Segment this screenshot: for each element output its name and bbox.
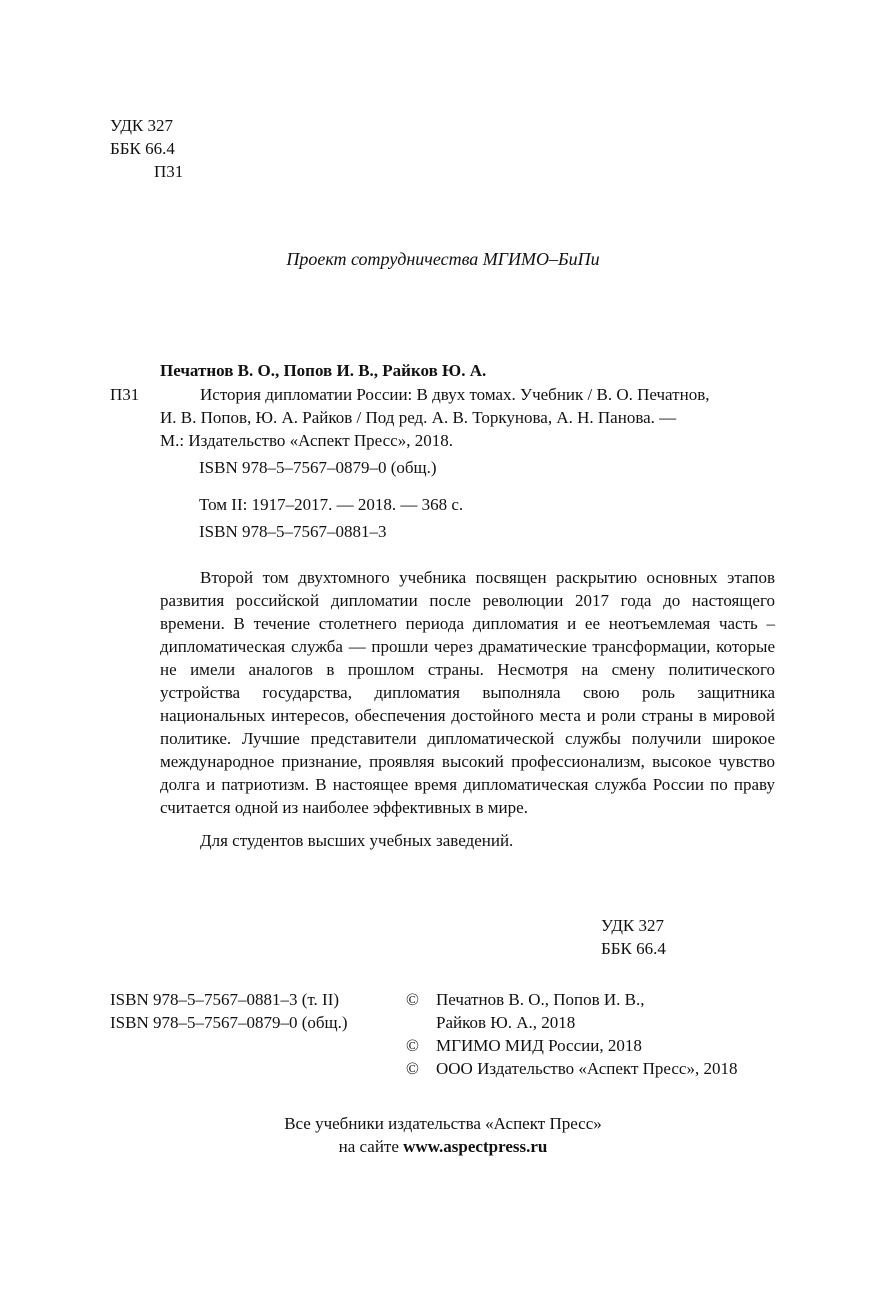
- catalog-isbn-volume: ISBN 978–5–7567–0881–3: [199, 522, 387, 541]
- catalog-description-line: И. В. Попов, Ю. А. Райков / Под ред. А. В. Торкунова, А. Н. Панова. —: [160, 408, 677, 427]
- catalog-description-line: История дипломатии России: В двух томах. Учебник / В. О. Печатнов,: [200, 385, 710, 404]
- annotation-audience: Для студентов высших учебных заведений.: [200, 831, 514, 850]
- udk-code: УДК 327: [110, 116, 174, 135]
- footer-line-2: [0, 1135, 886, 1158]
- footer-line-1: Все учебники издательства «Аспект Пресс»: [284, 1114, 602, 1133]
- bbk-code-bottom: ББК 66.4: [601, 939, 666, 958]
- classification-bottom: [601, 914, 666, 960]
- copyright-mgimo-text: МГИМО МИД России, 2018: [436, 1036, 642, 1055]
- copyright-mgimo: [406, 1034, 737, 1057]
- footer: [0, 1112, 886, 1158]
- catalog-volume-info: Том II: 1917–2017. — 2018. — 368 с.: [199, 495, 464, 514]
- copyright-authors-text-2: Райков Ю. А., 2018: [436, 1013, 576, 1032]
- catalog-description-line: М.: Издательство «Аспект Пресс», 2018.: [160, 431, 453, 450]
- copyright-publisher: [406, 1057, 737, 1080]
- catalog-author-sign: П31: [110, 385, 140, 404]
- catalog-authors: Печатнов В. О., Попов И. В., Райков Ю. А.: [160, 361, 487, 380]
- copyright-authors: [406, 988, 737, 1011]
- copyright-block: [406, 988, 737, 1080]
- catalog-isbn-common: ISBN 978–5–7567–0879–0 (общ.): [199, 458, 437, 477]
- copyright-authors-continued: [406, 1011, 737, 1034]
- project-note: Проект сотрудничества МГИМО–БиПи: [286, 249, 600, 269]
- copyright-publisher-text: ООО Издательство «Аспект Пресс», 2018: [436, 1059, 738, 1078]
- website-link[interactable]: www.aspectpress.ru: [403, 1137, 548, 1156]
- udk-code-bottom: УДК 327: [601, 916, 665, 935]
- copyright-icon: ©: [406, 1059, 419, 1078]
- annotation: [160, 566, 775, 852]
- isbn-common-line: ISBN 978–5–7567–0879–0 (общ.): [110, 1013, 348, 1032]
- isbn-list: [110, 988, 348, 1034]
- annotation-text: Второй том двухтомного учебника посвящен раскрытию основных этапов развития российской дипломатии после революции 2017 года до настоящего времени. В течение столетнего периода дипломатия и ее неотъемлемая часть – дипломатическая служба — прошли через драматические трансформации, которые не имели аналогов в прошлом страны. Несмотря на смену политического устройства государства, дипломатия выполняла свою роль защитника национальных интересов, обеспечения достойного места и роли страны в мировой политике. Лучшие представители дипломатической службы получили широкое международное признание, проявляя высокий профессионализм, высокое чувство долга и патриотизм. В настоящее время дипломатическая служба России по праву считается одной из наиболее эффективных в мире.: [160, 568, 775, 817]
- catalog-description: [160, 383, 775, 452]
- copyright-icon: ©: [406, 1036, 419, 1055]
- classification-block: [110, 114, 183, 183]
- copyright-icon: ©: [406, 990, 419, 1009]
- author-sign: П31: [154, 162, 184, 181]
- isbn-volume-line: ISBN 978–5–7567–0881–3 (т. II): [110, 990, 340, 1009]
- copyright-authors-text: Печатнов В. О., Попов И. В.,: [436, 990, 645, 1009]
- bbk-code: ББК 66.4: [110, 139, 175, 158]
- footer-prefix: на сайте: [338, 1137, 399, 1156]
